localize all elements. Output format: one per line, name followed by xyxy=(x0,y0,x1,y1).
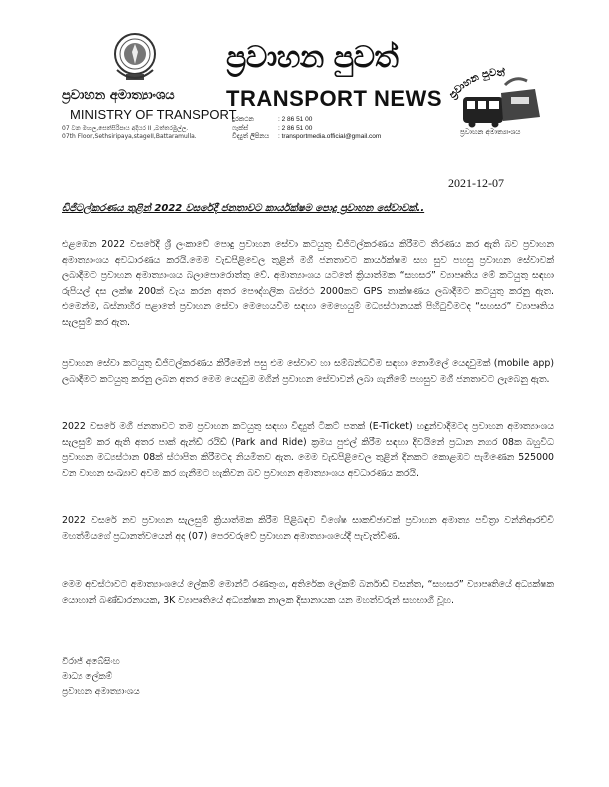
ministry-address xyxy=(62,125,197,141)
contact-email xyxy=(232,133,381,142)
signatory-position: මාධ්‍ය ලේකම් xyxy=(62,672,113,682)
paragraph-1: එළඹෙන 2022 වසරේදී ශ්‍රී ලංකාවේ පොදු ප්‍රවාහන සේවා කටයුතු ඩිජිටල්කරණය කිරීමට තීරණය කර ඇති බව ප්‍රවාහන අමාත්‍යාංශය අවධාරණය කරයි.මෙම වැඩපිළිවෙල තුළින් මගී ජනතාවට කාර්යක්ෂම සහ සුව පහසු ප්‍රවාහන සේවාවක් ලබාදීමට ප්‍රවාහන අමාත්‍යාංශය බලාපොරොත්තු වේ. අමාත්‍යාංශය යටතේ ක්‍රියාත්මක “සහසර” ව්‍යාපෘතිය මේ කටයුතු සඳහා රුපියල් දස ලක්ෂ 200ක් වැය කරන අතර පෞද්ගලික බස්රථ 2000කට GPS තාක්ෂණය ලබාදීමට කටයුතු කරනු ඇත. එමෙන්ම, බස්නාහිර පළාතේ ප්‍රවාහන සේවා මෙහෙයවීම සඳහා මෙහෙයුම් මධ්‍යස්ථානයක් පිහිටුවීමටද “සහසර” ව්‍යාපෘතිය සැලසුම් කර ඇත. xyxy=(62,239,554,328)
brand-title-english: TRANSPORT NEWS xyxy=(226,86,442,111)
contact-value: : 2 86 51 00 xyxy=(278,116,313,123)
address-sinhala: 07 වන මහල,සෙත්සිරිපාය අදියර II ,බත්තරමුල්ල. xyxy=(62,125,189,132)
svg-text:ප්‍රවාහන පුවත් xyxy=(447,66,506,102)
release-title: ඩිජිටල්කරණය තුළින් 2022 වසරේදී ජනතාවට කාර්යක්ෂම පොදු ප්‍රවාහන සේවාවක්.. xyxy=(62,203,425,214)
logo-arc-text: ප්‍රවාහන පුවත් xyxy=(447,67,506,101)
logo-caption: ප්‍රවාහන අමාත්‍යාංශය xyxy=(460,128,521,136)
bus-icon xyxy=(463,97,503,123)
signatory-office: ප්‍රවාහන අමාත්‍යාංශය xyxy=(62,687,140,697)
brand-title-sinhala: ප්‍රවාහන පුවත් xyxy=(226,40,399,75)
contact-value: : transportmedia.official@gmail.com xyxy=(278,133,382,140)
contact-details xyxy=(232,116,381,142)
contact-value: : 2 86 51 00 xyxy=(278,124,313,132)
paragraph-4: 2022 වසරේ නව ප්‍රවාහන සැලසුම් ක්‍රියාත්මක කිරීම පිළිබඳව විශේෂ සාකච්ඡාවක් ප්‍රවාහන අමාත්‍ය පවිත්‍රා වන්නිආරච්චි මහත්මියගේ ප්‍රධානත්වයෙන් අද (07) පෙරවරුවේ ප්‍රවාහන අමාත්‍යාංශයේදී පැවැත්විණ. xyxy=(62,515,554,542)
paragraph-3: 2022 වසරේ මගී ජනතාවට තම ප්‍රවාහන කටයුතු සඳහා විද්‍යුත් ටිකට් පතක් (E-Ticket) හඳුන්වාදීමටද ප්‍රවාහන අමාත්‍යාංශය සැලසුම් කර ඇති අතර පාක් ඇන්ඩ් රයිඩ් (Park and Ride) ක්‍රමය පුළුල් කිරීම සඳහා දිවයිනේ ප්‍රධාන නගර 08ක බහුවිධ ප්‍රවාහන මධ්‍යස්ථාන 08ක් ස්ථාපිත කිරීමටද නියමිතව ඇත. මෙම වැඩපිළිවෙල තුළින් දිනකට කොළඹට පැමිණෙන 525000 වන වාහන සංඛ්‍යාව අවම කර ගැනීමට හැකිවන බව ප්‍රවාහන අමාත්‍යාංශය අවධාරණය කරයි. xyxy=(62,421,554,479)
ministry-name-sinhala: ප්‍රවාහන අමාත්‍යාංශය xyxy=(62,88,175,103)
state-emblem-icon xyxy=(112,30,158,86)
contact-label: දුරකථන xyxy=(232,116,254,123)
ministry-name-english: MINISTRY OF TRANSPORT xyxy=(70,107,237,122)
contact-label: විද්‍යුත් ලිපිනය xyxy=(232,133,270,140)
contact-fax xyxy=(232,125,381,134)
address-english: 07th Floor,Sethsiripaya,stageII,Battaramulla. xyxy=(62,133,197,140)
release-date: 2021-12-07 xyxy=(448,176,504,190)
signatory-name: විරාජ් අබේසිංහ xyxy=(62,657,120,667)
contact-phone xyxy=(232,116,381,125)
paragraph-5: මෙම අවස්ථාවට අමාත්‍යාංශයේ ලේකම් මොන්ටි රණතුංග, අතිරේක ලේකම් බර්නාඩ් වසන්ත, “සහසර” ව්‍යාපෘතියේ අධ්‍යක්ෂක යොහාන් බණ්ඩාරනායක, 3K ව්‍යාපෘතියේ අධ්‍යක්ෂක නාලක දිසානායක යන මහත්වරුන් සහභාගී වූහ. xyxy=(62,579,554,606)
signature-block xyxy=(62,655,140,700)
train-icon xyxy=(501,89,540,121)
paragraph-2: ප්‍රවාහන සේවා කටයුතු ඩිජිටල්කරණය කිරීමෙන් පසු එම සේවාව හා සම්බන්ධවීම සඳහා නොමිලේ යෙදවුමක් (mobile app) ලබාදීමට කටයුතු කරනු ලබන අතර මෙම යෙදවුම මගින් ප්‍රවාහන සේවාවන් ලබා ගැනීමේ පහසුව මගී ජනතාවට ලැබෙනු ඇත. xyxy=(62,358,554,385)
contact-label: ෆැක්ස් xyxy=(232,124,249,132)
